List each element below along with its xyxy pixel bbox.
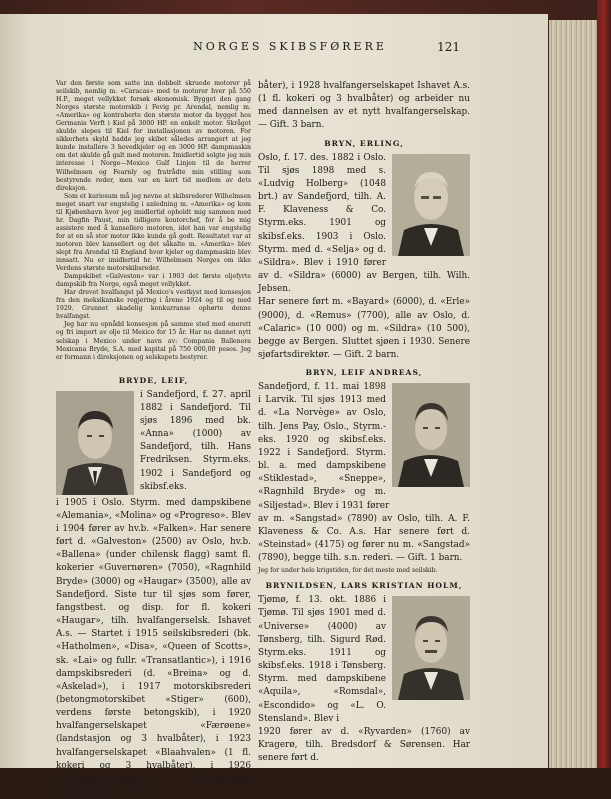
- entry-bryde-leif: [56, 389, 251, 799]
- entry-heading-bryn-leif: BRYN, LEIF ANDREAS,: [305, 368, 423, 378]
- intro-paragraph: Har drevet hvalfangst på Mexico's vestkyst med konsesjon fra den meksikanske regjering i årene 1924 og til og med 1929. Grunnet skadelig konkurranse ophørte denne hvalfangst.: [56, 289, 251, 321]
- entry-brynildsen: [258, 594, 470, 765]
- entry-text-beside-photo: Sandefjord, f. 11. mai 1898 i Larvik. Til sjøs 1913 med d. «La Norvège» av Oslo, tilh. Jens Pay, Oslo., Styrm.-eks. 1920 og skibsf.eks. 1922 i Sandefjord. Styrm. bl. a. med dampskibene «Stiklestad», «Sneppe», «Ragnhild Bryde» og m. «Siljestad». Blev i 1931 fører: [258, 382, 390, 511]
- entry-text: i 1905 i Oslo. Styrm. med dampskibene «Alemania», «Molina» og «Progreso». Blev i 1904 fører av hv.b. «Falken». Har senere ført d. «Galveston» (2500) av Oslo, hv.b. «Ballena» (under chilensk flagg) samt fl. kokerier «Guvernøren» (7050), «Ragnhild Bryde» (3000) og «Haugar» (3500), alle av Sandefjord. Siste tur til sjøs som fører, fangstbest. og disp. for fl. kokeri «Haugar», tilh. hvalfangerselsk. Ishavet A.s. — Startet i 1915 seilskibsrederi (bk. «Hatholmen», «Disa», «Queen of Scotts», sk. «Lai» og fullr. «Transatlantic»), i 1916 dampskibsrederi (d. «Breina» og d. «Askelad»), i 1917 motorskibsrederi (betongmotorskibet «Stiger» (600), verdens første betongskib), i 1920 hvalfangerselskapet «Færøene» (landstasjon og 3 hvalbåter), i 1923 hvalfangerselskapet «Blaahvalen» (1 fl. kokeri og 3 hvalbåter), i 1926 hvalfangerselskapet «Blomvaag» (landstasjon og 3 hval-: [56, 497, 251, 798]
- right-column: [258, 80, 470, 765]
- portrait-bryn-leif: [392, 383, 470, 487]
- portrait-photo: [392, 154, 470, 256]
- portrait-bryn-erling: [392, 154, 470, 256]
- portrait-brynildsen: [392, 596, 470, 700]
- intro-paragraph: Var den første som satte inn dobbelt skruede motorer på seilskib, nemlig m. «Caracas» med to motorer hver på 550 H.P., meget vellykket forsøk økonomisk. Bygget den gang Norges største motorskib i Fevig pr. Arendal, nemlig m. «Amerika» og kontraherte den største motor da bygget hos Germania Verft i Kiel på 3000 HP. en enkelt motor. Skråget skulde slepes til Kiel for installasjonen av motoren. For sikkerhets skyld hadde jeg skibet således arrangert at jeg kunde installere 3 hovedkjeler og en 3000 HP. dampmaskin om det skulde gå galt med motoren. Imidlertid solgte jeg min interesse i Norge—Mexico Gulf Linjen til de herrer Wilhelmsen og Fearnly og fratrådte min stilling som bestyrende reder, men var en kort tid medlem av dets direksjon.: [56, 80, 251, 192]
- entry-heading-bryde-leif: BRYDE, LEIF,: [118, 375, 189, 385]
- running-header-title: NORGES SKIBSFØRERE: [193, 40, 387, 53]
- intro-paragraph: Som et kuriosum må jeg nevne at skibsrederer Wilhelmsen meget snart var engstelig i anledning m. «Amerika» og kom til Kjøbenhavn hvor jeg imidlertid opholdt mig sammen med hr. Dagfin Paust, min tidligere kontorchef, for å be mig assistere med å kansellere motoren, idet han var engstelig for at en så stor motor ikke kunde gå godt. Resultatet var at motoren blev kansellert og det såkalte m. «Amerika» blev slept fra Arendal til England hvor kjeler og dampmaskin blev innsatt. Nu er imidlertid hr. Wilhelmsen Norges om ikke Verdens største motorskibsreder.: [56, 192, 251, 273]
- entry-bryn-leif: [258, 381, 470, 575]
- entry-text: 1920 fører av d. «Ryvarden» (1760) av Kragerø, tilh. Bredsdorf & Sørensen. Har senere ført d.: [258, 726, 470, 764]
- page-number: 121: [437, 40, 460, 54]
- entry-text-beside-photo: Tjømø, f. 13. okt. 1886 i Tjømø. Til sjøs 1901 med d. «Universe» (4000) av Tønsberg, tilh. Sigurd Rød. Styrm.eks. 1911 og skibsf.eks. 1918 i Tønsberg. Styrm. med dampskibene «Aquila», «Romsdal», «Escondido» og «L. O. Stensland». Blev i: [258, 595, 386, 724]
- portrait-photo: [56, 391, 134, 495]
- portrait-bryde-leif: [56, 391, 134, 495]
- entry-text-beside-photo: Oslo, f. 17. des. 1882 i Oslo. Til sjøs 1898 med s. «Ludvig Holberg» (1048 brt.) av Sandefjord, tilh. A. F. Klaveness & Co. Styrm.eks. 1901 og skibsf.eks. 1903 i Oslo. Styrm. med d. «Selja» og d. «Sildra». Blev i 1910 fører av d. «Sildra» (6000) av Bergen, tilh. Wilh. Jebsen.: [258, 152, 470, 295]
- continuation-text: båter), i 1928 hvalfangerselskapet Ishavet A.s. (1 fl. kokeri og 3 hvalbåter) og arbeider nu med dannelsen av et nytt hvalfangerselskap. — Gift. 3 barn.: [258, 81, 470, 131]
- portrait-photo: [392, 596, 470, 700]
- entry-bryn-erling: [258, 152, 470, 363]
- entry-text-beside-photo: i Sandefjord, f. 27. april 1882 i Sandefjord. Til sjøs 1896 med bk. «Anna» (1000) av Sandefjord, tilh. Hans Fredriksen. Styrm.eks. 1902 i Sandefjord og skibsf.eks.: [140, 389, 251, 492]
- entry-text: Har senere ført m. «Bayard» (6000), d. «Erle» (9000), d. «Remus» (7700), alle av Oslo, d. «Calaric» (10 000) og m. «Sildra» (10 500), begge av Bergen. Sluttet sjøen i 1930. Senere sjøfartsdirektør. — Gift. 2 barn.: [258, 297, 470, 360]
- portrait-photo: [392, 383, 470, 487]
- book-spine: [597, 0, 611, 768]
- intro-paragraph: Dampskibet «Galveston» var i 1903 det første oljefyrte dampskib fra Norge, også meget vellykket.: [56, 273, 251, 289]
- entry-heading-bryn-erling: BRYN, ERLING,: [324, 138, 404, 148]
- entry-text: av m. «Sangstad» (7890) av Oslo, tilh. A. F. Klaveness & Co. A.s. Har senere ført d. «Steinstad» (4175) og fører nu m. «Sangstad» (7890), begge tilh. s.n. rederi. — Gift. 1 barn.: [258, 513, 470, 564]
- left-column: [56, 80, 251, 799]
- entry-heading-brynildsen: BRYNILDSEN, LARS KRISTIAN HOLM,: [265, 581, 463, 591]
- intro-paragraph: Jeg har nu opnådd konsesjon på samme sted med enerett og fri import av olje til Mexico for 15 år. Har nu dannet nytt selskap i Mexico under navn av: Compania Ballenera Mexicana Bryde, S.A. med kapital på 750 000,00 pesos. Jeg er formann i direksjonen og selskapets bestyrer.: [56, 321, 251, 361]
- entry-note: Jeg for under hele krigstiden, for det meste med seilskib.: [258, 567, 438, 575]
- book-page: [0, 14, 548, 798]
